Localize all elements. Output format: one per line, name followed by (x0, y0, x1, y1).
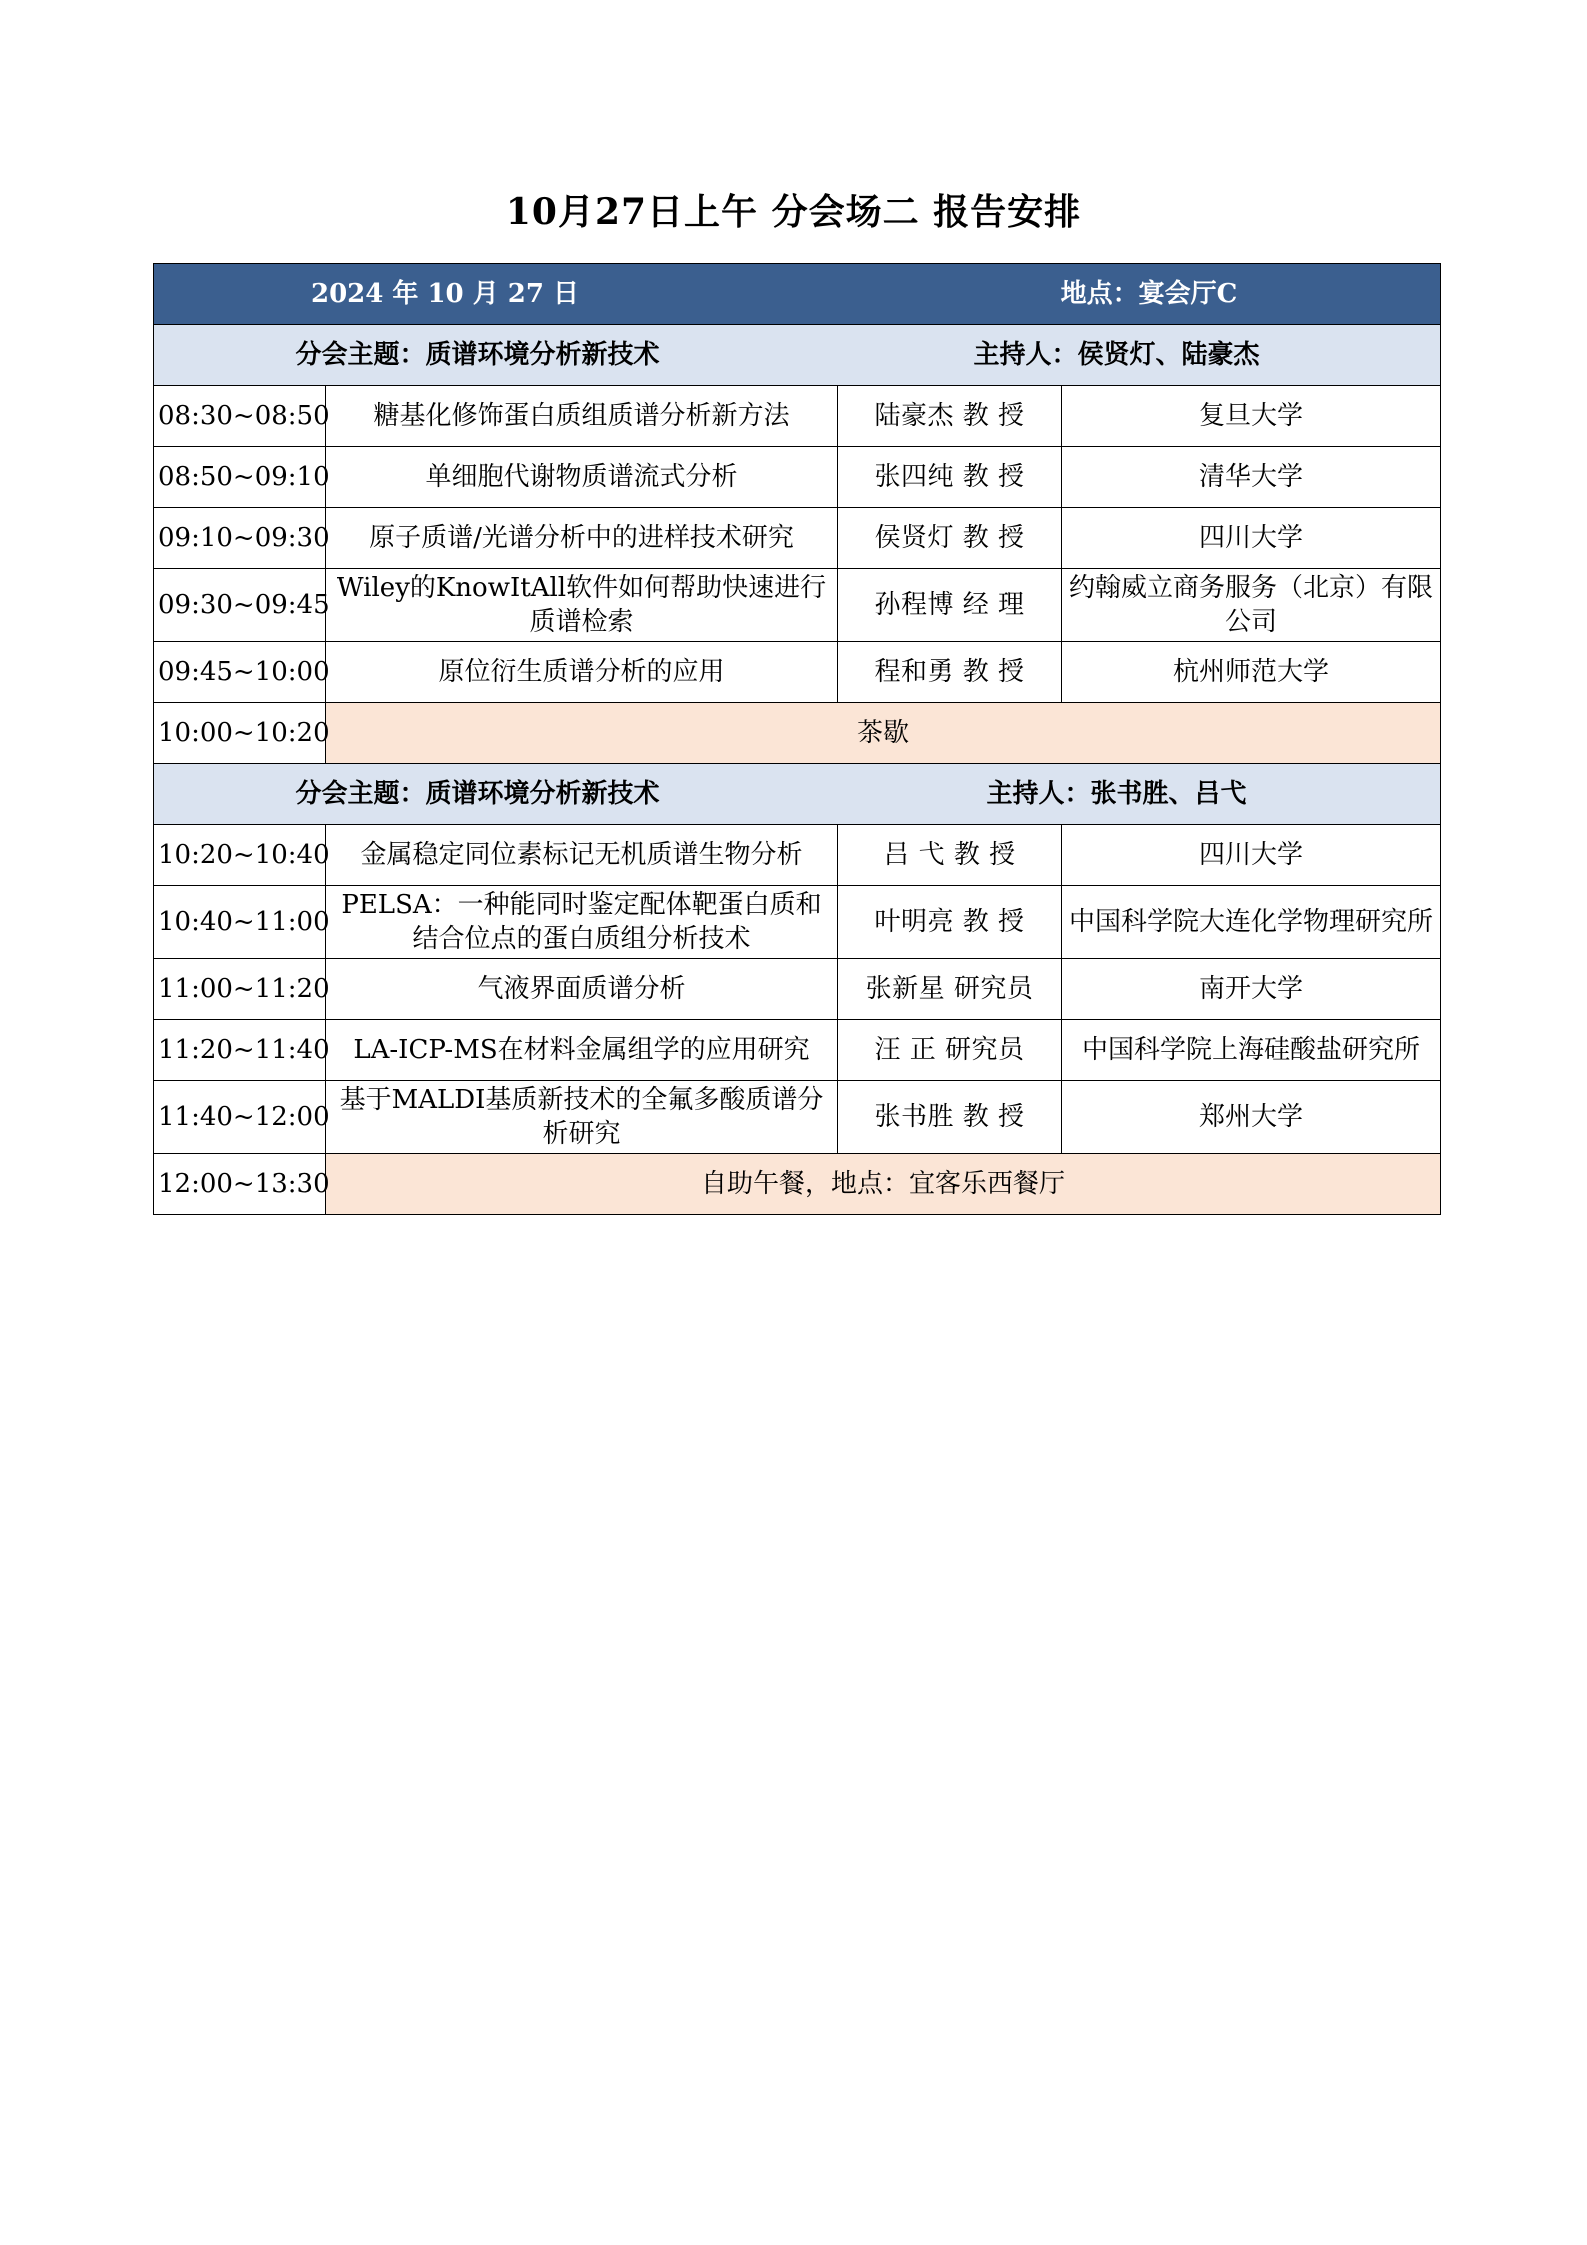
talk-speaker: 孙程博 经 理 (838, 569, 1062, 642)
talk-speaker: 汪 正 研究员 (838, 1020, 1062, 1081)
break-row (154, 1154, 1441, 1215)
table-row (154, 642, 1441, 703)
date-header-row (154, 264, 1441, 325)
page-title: 10月27日上午 分会场二 报告安排 (505, 191, 1082, 233)
talk-speaker: 张书胜 教 授 (838, 1081, 1062, 1154)
talk-title: PELSA：一种能同时鉴定配体靶蛋白质和结合位点的蛋白质组分析技术 (326, 886, 838, 959)
schedule-table (153, 263, 1441, 1215)
schedule-date: 2024 年 10 月 27 日 (311, 279, 579, 309)
table-row (154, 825, 1441, 886)
talk-speaker: 侯贤灯 教 授 (838, 508, 1062, 569)
talk-title: 原子质谱/光谱分析中的进样技术研究 (326, 508, 838, 569)
session-host: 主持人：侯贤灯、陆豪杰 (973, 340, 1260, 370)
talk-title: 单细胞代谢物质谱流式分析 (326, 447, 838, 508)
table-row (154, 1020, 1441, 1081)
talk-title: 基于MALDI基质新技术的全氟多酸质谱分析研究 (326, 1081, 838, 1154)
table-row (154, 508, 1441, 569)
talk-time: 11:20~11:40 (154, 1020, 326, 1081)
talk-speaker: 吕 弋 教 授 (838, 825, 1062, 886)
schedule-location: 地点：宴会厅C (1060, 279, 1238, 309)
session-header-row (154, 764, 1441, 825)
talk-speaker: 张新星 研究员 (838, 959, 1062, 1020)
talk-speaker: 陆豪杰 教 授 (838, 386, 1062, 447)
talk-time: 10:40~11:00 (154, 886, 326, 959)
talk-affiliation: 南开大学 (1062, 959, 1441, 1020)
talk-speaker: 叶明亮 教 授 (838, 886, 1062, 959)
table-row (154, 959, 1441, 1020)
session-host: 主持人：张书胜、吕弋 (986, 779, 1247, 809)
talk-time: 11:40~12:00 (154, 1081, 326, 1154)
talk-time: 09:10~09:30 (154, 508, 326, 569)
table-row (154, 569, 1441, 642)
talk-affiliation: 四川大学 (1062, 825, 1441, 886)
session-theme: 分会主题：质谱环境分析新技术 (295, 779, 660, 809)
talk-affiliation: 郑州大学 (1062, 1081, 1441, 1154)
talk-time: 10:20~10:40 (154, 825, 326, 886)
table-row (154, 1081, 1441, 1154)
break-time: 10:00~10:20 (154, 703, 326, 764)
talk-title: 金属稳定同位素标记无机质谱生物分析 (326, 825, 838, 886)
break-row (154, 703, 1441, 764)
table-row (154, 447, 1441, 508)
talk-title: 原位衍生质谱分析的应用 (326, 642, 838, 703)
talk-title: 糖基化修饰蛋白质组质谱分析新方法 (326, 386, 838, 447)
talk-time: 08:30~08:50 (154, 386, 326, 447)
break-time: 12:00~13:30 (154, 1154, 326, 1215)
table-row (154, 386, 1441, 447)
talk-affiliation: 中国科学院上海硅酸盐研究所 (1062, 1020, 1441, 1081)
talk-time: 08:50~09:10 (154, 447, 326, 508)
break-label: 自助午餐，地点：宜客乐西餐厅 (326, 1154, 1441, 1215)
talk-affiliation: 四川大学 (1062, 508, 1441, 569)
talk-affiliation: 中国科学院大连化学物理研究所 (1062, 886, 1441, 959)
talk-speaker: 张四纯 教 授 (838, 447, 1062, 508)
talk-time: 09:45~10:00 (154, 642, 326, 703)
talk-title: LA-ICP-MS在材料金属组学的应用研究 (326, 1020, 838, 1081)
talk-speaker: 程和勇 教 授 (838, 642, 1062, 703)
talk-title: Wiley的KnowItAll软件如何帮助快速进行质谱检索 (326, 569, 838, 642)
session-theme: 分会主题：质谱环境分析新技术 (295, 340, 660, 370)
talk-time: 11:00~11:20 (154, 959, 326, 1020)
table-row (154, 886, 1441, 959)
talk-affiliation: 杭州师范大学 (1062, 642, 1441, 703)
break-label: 茶歇 (326, 703, 1441, 764)
talk-affiliation: 清华大学 (1062, 447, 1441, 508)
session-header-row (154, 325, 1441, 386)
talk-affiliation: 约翰威立商务服务（北京）有限公司 (1062, 569, 1441, 642)
talk-title: 气液界面质谱分析 (326, 959, 838, 1020)
talk-time: 09:30~09:45 (154, 569, 326, 642)
talk-affiliation: 复旦大学 (1062, 386, 1441, 447)
